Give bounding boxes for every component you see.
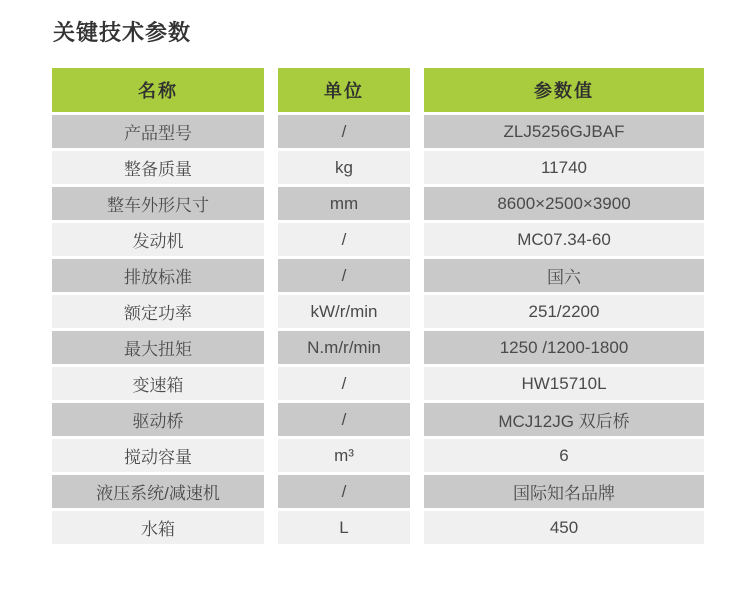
param-value-cell: 6 xyxy=(424,439,704,472)
param-value-cell: ZLJ5256GJBAF xyxy=(424,115,704,148)
param-value-cell: 国六 xyxy=(424,259,704,292)
param-unit-cell: / xyxy=(278,223,410,256)
param-name-cell: 搅动容量 xyxy=(52,439,264,472)
param-value-cell: 251/2200 xyxy=(424,295,704,328)
param-unit-cell: kW/r/min xyxy=(278,295,410,328)
param-value-cell: MC07.34-60 xyxy=(424,223,704,256)
param-unit-cell: / xyxy=(278,367,410,400)
param-name-cell: 产品型号 xyxy=(52,115,264,148)
param-unit-cell: / xyxy=(278,115,410,148)
param-unit-cell: / xyxy=(278,403,410,436)
page-title: 关键技术参数 xyxy=(53,20,192,45)
param-name-cell: 最大扭矩 xyxy=(52,331,264,364)
param-value-cell: 11740 xyxy=(424,151,704,184)
param-name-cell: 整车外形尺寸 xyxy=(52,187,264,220)
spec-table xyxy=(52,68,704,544)
param-unit-cell: m³ xyxy=(278,439,410,472)
param-name-cell: 驱动桥 xyxy=(52,403,264,436)
param-name-cell: 液压系统/减速机 xyxy=(52,475,264,508)
param-value-cell: 国际知名品牌 xyxy=(424,475,704,508)
param-name-cell: 额定功率 xyxy=(52,295,264,328)
param-unit-cell: N.m/r/min xyxy=(278,331,410,364)
param-unit-cell: / xyxy=(278,259,410,292)
param-name-cell: 整备质量 xyxy=(52,151,264,184)
param-unit-cell: kg xyxy=(278,151,410,184)
param-value-cell: 8600×2500×3900 xyxy=(424,187,704,220)
column-header-unit: 单位 xyxy=(278,68,410,112)
column-header-value: 参数值 xyxy=(424,68,704,112)
param-unit-cell: / xyxy=(278,475,410,508)
param-name-cell: 排放标准 xyxy=(52,259,264,292)
param-unit-cell: L xyxy=(278,511,410,544)
param-value-cell: 1250 /1200-1800 xyxy=(424,331,704,364)
param-value-cell: MCJ12JG 双后桥 xyxy=(424,403,704,436)
param-value-cell: HW15710L xyxy=(424,367,704,400)
column-header-name: 名称 xyxy=(52,68,264,112)
param-name-cell: 变速箱 xyxy=(52,367,264,400)
param-value-cell: 450 xyxy=(424,511,704,544)
param-name-cell: 水箱 xyxy=(52,511,264,544)
param-name-cell: 发动机 xyxy=(52,223,264,256)
param-unit-cell: mm xyxy=(278,187,410,220)
